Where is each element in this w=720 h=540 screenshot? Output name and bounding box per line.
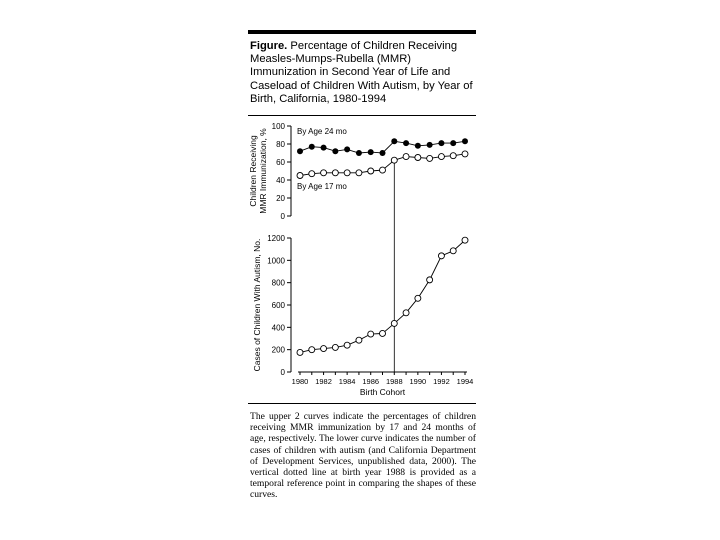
upper-24mo-point	[462, 138, 468, 144]
autism-cases-point	[309, 347, 315, 353]
caption-bottom-rule	[248, 403, 476, 404]
autism-cases-point	[356, 337, 362, 343]
x-axis-label: Birth Cohort	[359, 387, 406, 397]
upper-24mo-point	[368, 149, 374, 155]
autism-cases-point	[391, 320, 397, 326]
upper-24mo-point	[321, 145, 327, 151]
upper-17mo-point	[403, 154, 409, 160]
upper-17mo-point	[462, 151, 468, 157]
lower-y-tick-label: 200	[271, 345, 285, 355]
autism-cases-point	[403, 310, 409, 316]
upper-24mo-point	[450, 140, 456, 146]
x-tick-label: 1980	[291, 377, 309, 386]
upper-17mo-point	[427, 155, 433, 161]
upper-17mo-point	[297, 173, 303, 179]
upper-y-label-line2: MMR Immunization, %	[258, 128, 268, 214]
upper-17mo-point	[380, 167, 386, 173]
autism-cases-point	[332, 344, 338, 350]
upper-17mo-point	[332, 170, 338, 176]
upper-y-tick-label: 20	[276, 194, 285, 203]
upper-24mo-point	[415, 143, 421, 149]
upper-24mo-point	[427, 142, 433, 148]
lower-y-tick-label: 1000	[267, 256, 285, 266]
upper-24mo-point	[391, 138, 397, 144]
x-tick-label: 1988	[385, 377, 403, 386]
autism-cases-point	[321, 346, 327, 352]
autism-cases-point	[380, 330, 386, 336]
lower-y-tick-label: 0	[280, 368, 285, 377]
autism-cases-point	[415, 295, 421, 301]
autism-cases-point	[438, 253, 444, 259]
upper-y-tick-label: 40	[276, 176, 285, 185]
figure-caption-body: The upper 2 curves indicate the percentages of children receiving MMR immunization by 17 and 24 months of age, respectively. The lower curve indicates the number of cases of children with autism (and California Department of Development Services, unpublished data, 2000). The vertical dotted line at birth year 1988 is provided as a temporal reference point in comparing the shapes of these curves.	[250, 411, 476, 501]
upper-17mo-point	[450, 153, 456, 159]
upper-24mo-point	[344, 146, 350, 152]
upper-17mo-point	[356, 170, 362, 176]
x-tick-label: 1984	[338, 377, 356, 386]
autism-cases-point	[297, 349, 303, 355]
upper-17mo-point	[415, 155, 421, 161]
x-tick-label: 1982	[315, 377, 332, 386]
figure-title: Percentage of Children Receiving Measles-Mumps-Rubella (MMR) Immunization in Second Year of Life and Caseload of Children With Autism, by Year of Birth, California, 1980-1994	[250, 40, 473, 105]
figure-label: Figure.	[250, 40, 288, 52]
x-tick-label: 1986	[362, 377, 380, 386]
upper-y-tick-label: 60	[276, 158, 285, 167]
autism-cases-point	[344, 342, 350, 348]
upper-17mo-point	[368, 168, 374, 174]
upper-24mo-point	[309, 144, 315, 150]
upper-17mo-point	[438, 154, 444, 160]
autism-cases-point	[427, 277, 433, 283]
upper-24mo-point	[332, 148, 338, 154]
series-label-17mo: By Age 17 mo	[297, 182, 347, 191]
upper-y-tick-label: 100	[271, 122, 285, 131]
x-tick-label: 1990	[409, 377, 427, 386]
lower-y-tick-label: 400	[271, 323, 285, 333]
x-tick-label: 1992	[433, 377, 450, 386]
x-tick-label: 1994	[456, 377, 474, 386]
series-label-24mo: By Age 24 mo	[297, 127, 347, 136]
lower-y-tick-label: 1200	[267, 234, 285, 243]
autism-cases-point	[450, 248, 456, 254]
upper-24mo-point	[297, 148, 303, 154]
upper-17mo-point	[321, 170, 327, 176]
upper-y-label-line1: Children Receiving	[248, 135, 258, 207]
lower-y-tick-label: 800	[271, 278, 285, 288]
lower-y-label: Cases of Children With Autism, No.	[252, 238, 262, 372]
upper-y-tick-label: 80	[276, 140, 285, 149]
autism-cases-point	[462, 237, 468, 243]
upper-24mo-point	[438, 140, 444, 146]
autism-cases-point	[368, 331, 374, 337]
upper-y-tick-label: 0	[280, 212, 285, 221]
upper-17mo-point	[391, 157, 397, 163]
upper-24mo-point	[356, 150, 362, 156]
lower-y-tick-label: 600	[271, 301, 285, 310]
upper-17mo-point	[309, 171, 315, 177]
upper-24mo-point	[380, 150, 386, 156]
upper-24mo-point	[403, 140, 409, 146]
upper-17mo-point	[344, 170, 350, 176]
